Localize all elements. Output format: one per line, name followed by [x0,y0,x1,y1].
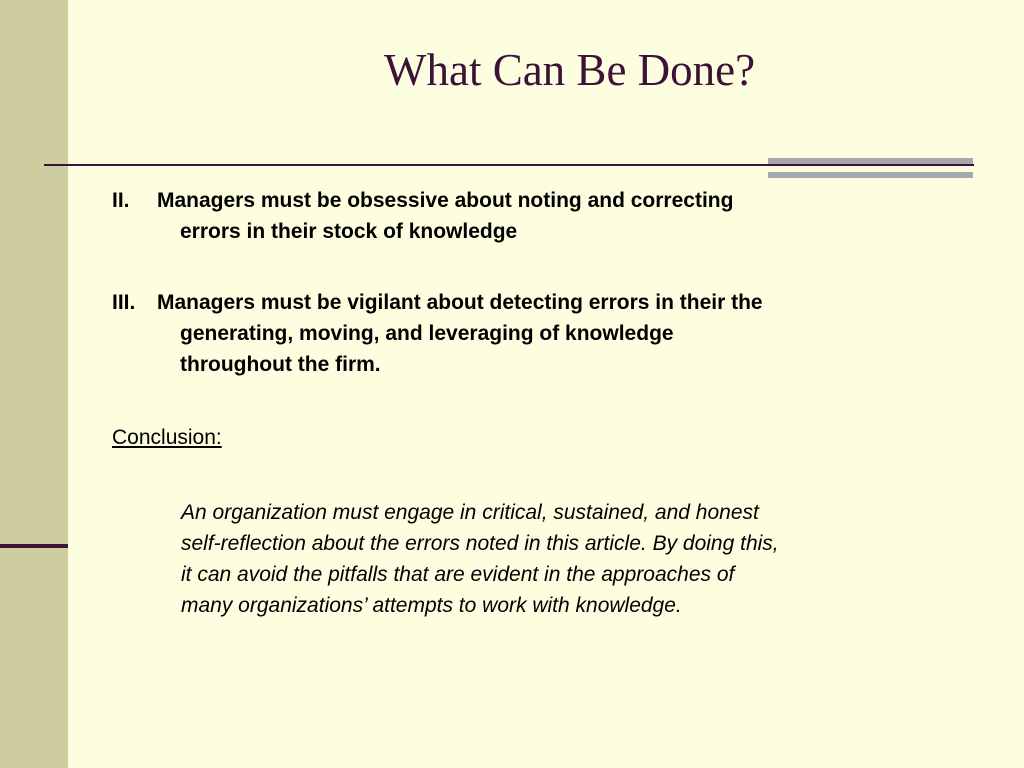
point-ii [112,185,912,247]
divider-accent-bar [768,158,973,178]
accent-bar-top-band [768,158,973,164]
conclusion-line: An organization must engage in critical, sustained, and honest [181,501,759,524]
conclusion-line: many organizations’ attempts to work with knowledge. [181,594,682,617]
point-text-line: throughout the firm. [180,353,381,376]
accent-bar-bottom-band [768,172,973,178]
point-text-line: Managers must be obsessive about noting and correcting [157,189,734,212]
point-number: II. [112,189,130,212]
conclusion-label: Conclusion: [112,426,222,449]
slide-title: What Can Be Done? [384,45,756,95]
left-decorative-band [0,0,68,768]
point-text-line: errors in their stock of knowledge [180,220,518,243]
point-text-line: Managers must be vigilant about detecting errors in their the [157,291,763,314]
conclusion-paragraph [181,497,921,621]
conclusion-line: it can avoid the pitfalls that are evident in the approaches of [181,563,735,586]
point-text-line: generating, moving, and leveraging of knowledge [180,322,674,345]
conclusion-line: self-reflection about the errors noted in this article. By doing this, [181,532,779,555]
point-iii [112,287,912,380]
point-number: III. [112,291,136,314]
left-band-accent-bar [0,544,68,548]
